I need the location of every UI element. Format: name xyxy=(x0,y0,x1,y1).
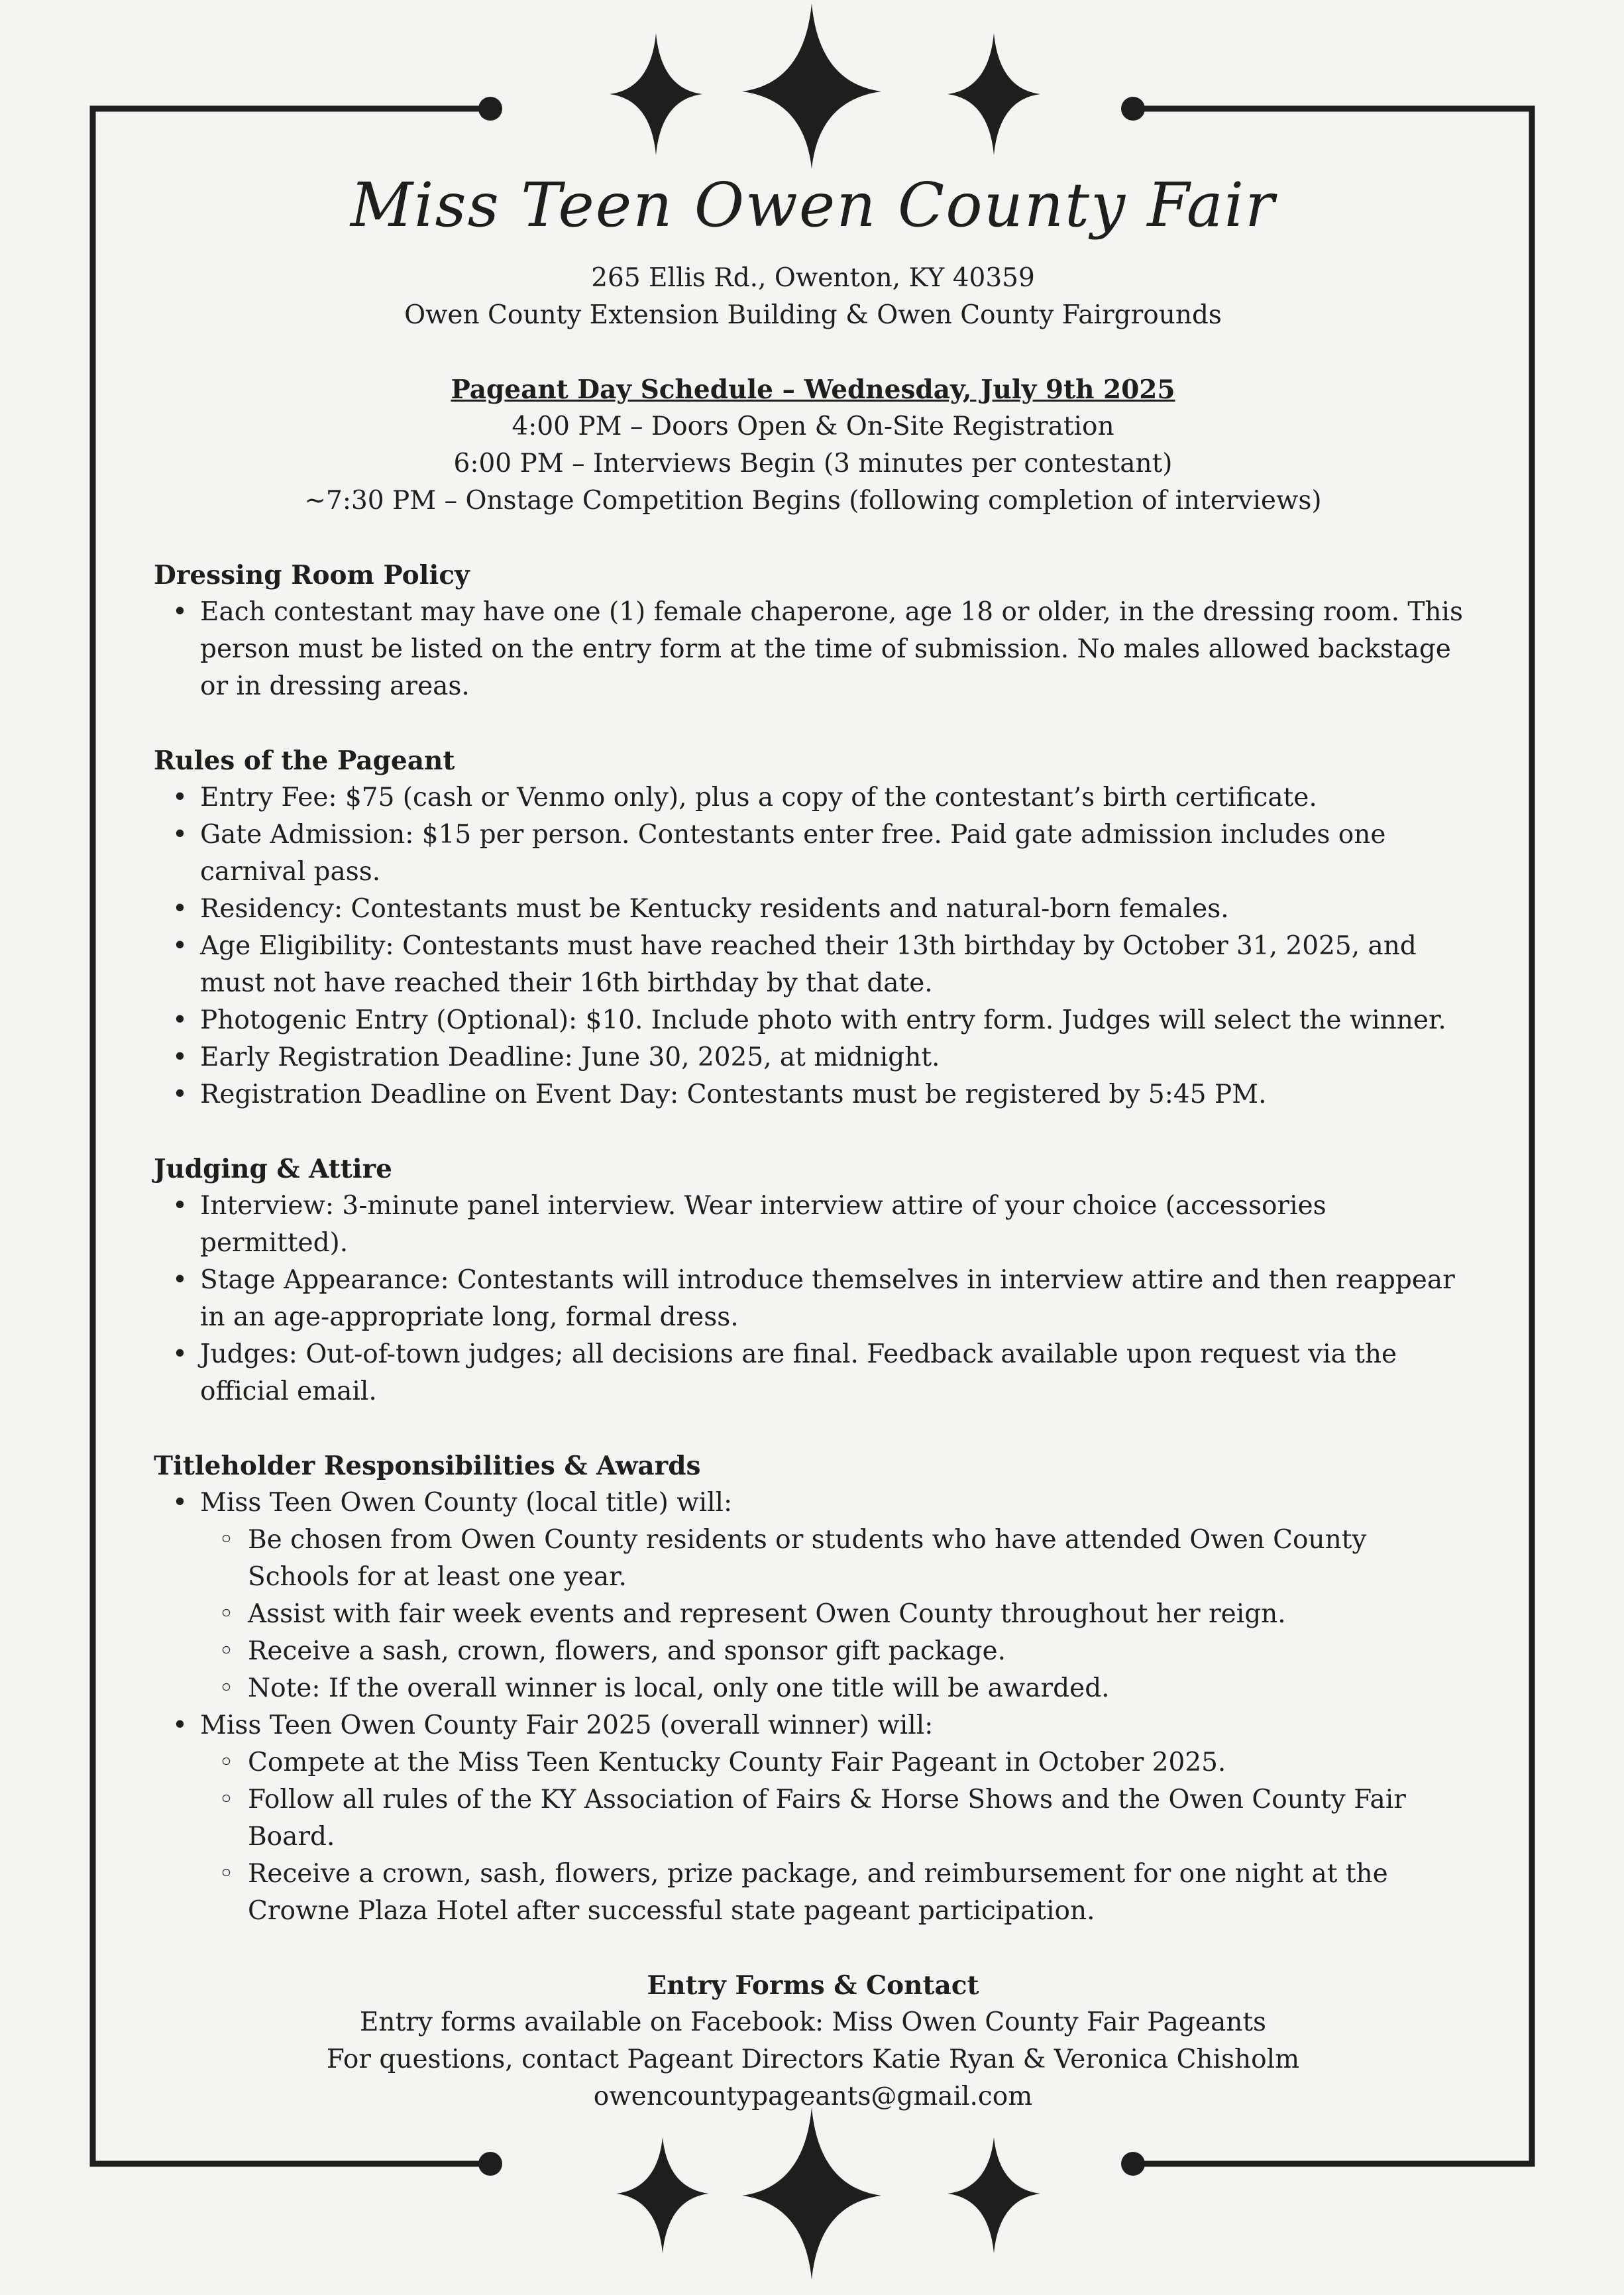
list-item: • Residency: Contestants must be Kentucky residents and natural-born females. xyxy=(200,891,1472,928)
dressing-room-heading: Dressing Room Policy xyxy=(154,560,470,590)
rules-list xyxy=(154,779,1472,1113)
judging-list xyxy=(154,1188,1472,1410)
schedule-heading: Pageant Day Schedule – Wednesday, July 9th 2025 xyxy=(451,374,1175,405)
overall-title-sublist xyxy=(200,1744,1472,1930)
list-item: • Interview: 3-minute panel interview. Wear interview attire of your choice (accessories permitted). xyxy=(200,1188,1472,1262)
judging-heading: Judging & Attire xyxy=(154,1154,392,1184)
schedule-item: 6:00 PM – Interviews Begin (3 minutes per contestant) xyxy=(453,449,1173,478)
venue: Owen County Extension Building & Owen County Fairgrounds xyxy=(404,300,1222,330)
overall-title-label: Miss Teen Owen County Fair 2025 (overall winner) will: xyxy=(200,1710,934,1740)
sparkle-star-icon xyxy=(610,33,702,155)
sparkle-star-icon xyxy=(742,3,881,169)
sub-list-item: ◦ Receive a sash, crown, flowers, and sponsor gift package. xyxy=(248,1633,1472,1670)
contact-email: owencountypageants@gmail.com xyxy=(593,2082,1033,2111)
sub-list-item: ◦ Note: If the overall winner is local, only one title will be awarded. xyxy=(248,1670,1472,1707)
frame-dot-icon xyxy=(1121,2152,1145,2176)
local-title-sublist xyxy=(200,1522,1472,1707)
list-item xyxy=(200,1484,1472,1707)
list-item: • Age Eligibility: Contestants must have reached their 13th birthday by October 31, 2025, and must not have reached their 16th birthday by that date. xyxy=(200,928,1472,1002)
schedule-item: ~7:30 PM – Onstage Competition Begins (following completion of interviews) xyxy=(304,486,1322,516)
rules-heading: Rules of the Pageant xyxy=(154,746,455,776)
local-title-label: Miss Teen Owen County (local title) will: xyxy=(200,1488,733,1518)
frame-dot-icon xyxy=(1121,97,1145,121)
list-item: • Early Registration Deadline: June 30, 2025, at midnight. xyxy=(200,1039,1472,1076)
list-item xyxy=(200,1707,1472,1930)
address: 265 Ellis Rd., Owenton, KY 40359 xyxy=(591,263,1035,293)
sub-list-item: ◦ Compete at the Miss Teen Kentucky County Fair Pageant in October 2025. xyxy=(248,1744,1472,1781)
contact-heading: Entry Forms & Contact xyxy=(647,1970,979,2001)
document-body xyxy=(154,149,1472,2115)
titleholder-list xyxy=(154,1484,1472,1930)
contact-line: Entry forms available on Facebook: Miss Owen County Fair Pageants xyxy=(359,2007,1267,2037)
list-item: • Each contestant may have one (1) female chaperone, age 18 or older, in the dressing room. This person must be listed on the entry form at the time of submission. No males allowed backstage or in dressing areas. xyxy=(200,594,1472,705)
page-title: Miss Teen Owen County Fair xyxy=(350,170,1276,241)
schedule-item: 4:00 PM – Doors Open & On-Site Registration xyxy=(512,412,1114,441)
sub-list-item: ◦ Be chosen from Owen County residents or students who have attended Owen County Schools for at least one year. xyxy=(248,1522,1472,1596)
list-item: • Registration Deadline on Event Day: Contestants must be registered by 5:45 PM. xyxy=(200,1076,1472,1113)
titleholder-heading: Titleholder Responsibilities & Awards xyxy=(154,1451,701,1481)
sub-list-item: ◦ Assist with fair week events and represent Owen County throughout her reign. xyxy=(248,1596,1472,1633)
list-item: • Stage Appearance: Contestants will introduce themselves in interview attire and then reappear in an age-appropriate long, formal dress. xyxy=(200,1262,1472,1336)
sparkle-star-icon xyxy=(616,2137,709,2253)
list-item: • Gate Admission: $15 per person. Contestants enter free. Paid gate admission includes one carnival pass. xyxy=(200,816,1472,891)
frame-dot-icon xyxy=(478,97,502,121)
dressing-room-list xyxy=(154,594,1472,705)
sparkle-star-icon xyxy=(742,2107,881,2280)
list-item: • Photogenic Entry (Optional): $10. Include photo with entry form. Judges will select the winner. xyxy=(200,1002,1472,1039)
frame-dot-icon xyxy=(478,2152,502,2176)
list-item: • Entry Fee: $75 (cash or Venmo only), plus a copy of the contestant’s birth certificate. xyxy=(200,779,1472,816)
sub-list-item: ◦ Follow all rules of the KY Association of Fairs & Horse Shows and the Owen County Fair Board. xyxy=(248,1781,1472,1856)
sparkle-star-icon xyxy=(947,2137,1040,2253)
sparkle-star-icon xyxy=(947,33,1040,155)
list-item: • Judges: Out-of-town judges; all decisions are final. Feedback available upon request via the official email. xyxy=(200,1336,1472,1410)
sub-list-item: ◦ Receive a crown, sash, flowers, prize package, and reimbursement for one night at the Crowne Plaza Hotel after successful state pageant participation. xyxy=(248,1856,1472,1930)
contact-line: For questions, contact Pageant Directors Katie Ryan & Veronica Chisholm xyxy=(326,2044,1300,2074)
